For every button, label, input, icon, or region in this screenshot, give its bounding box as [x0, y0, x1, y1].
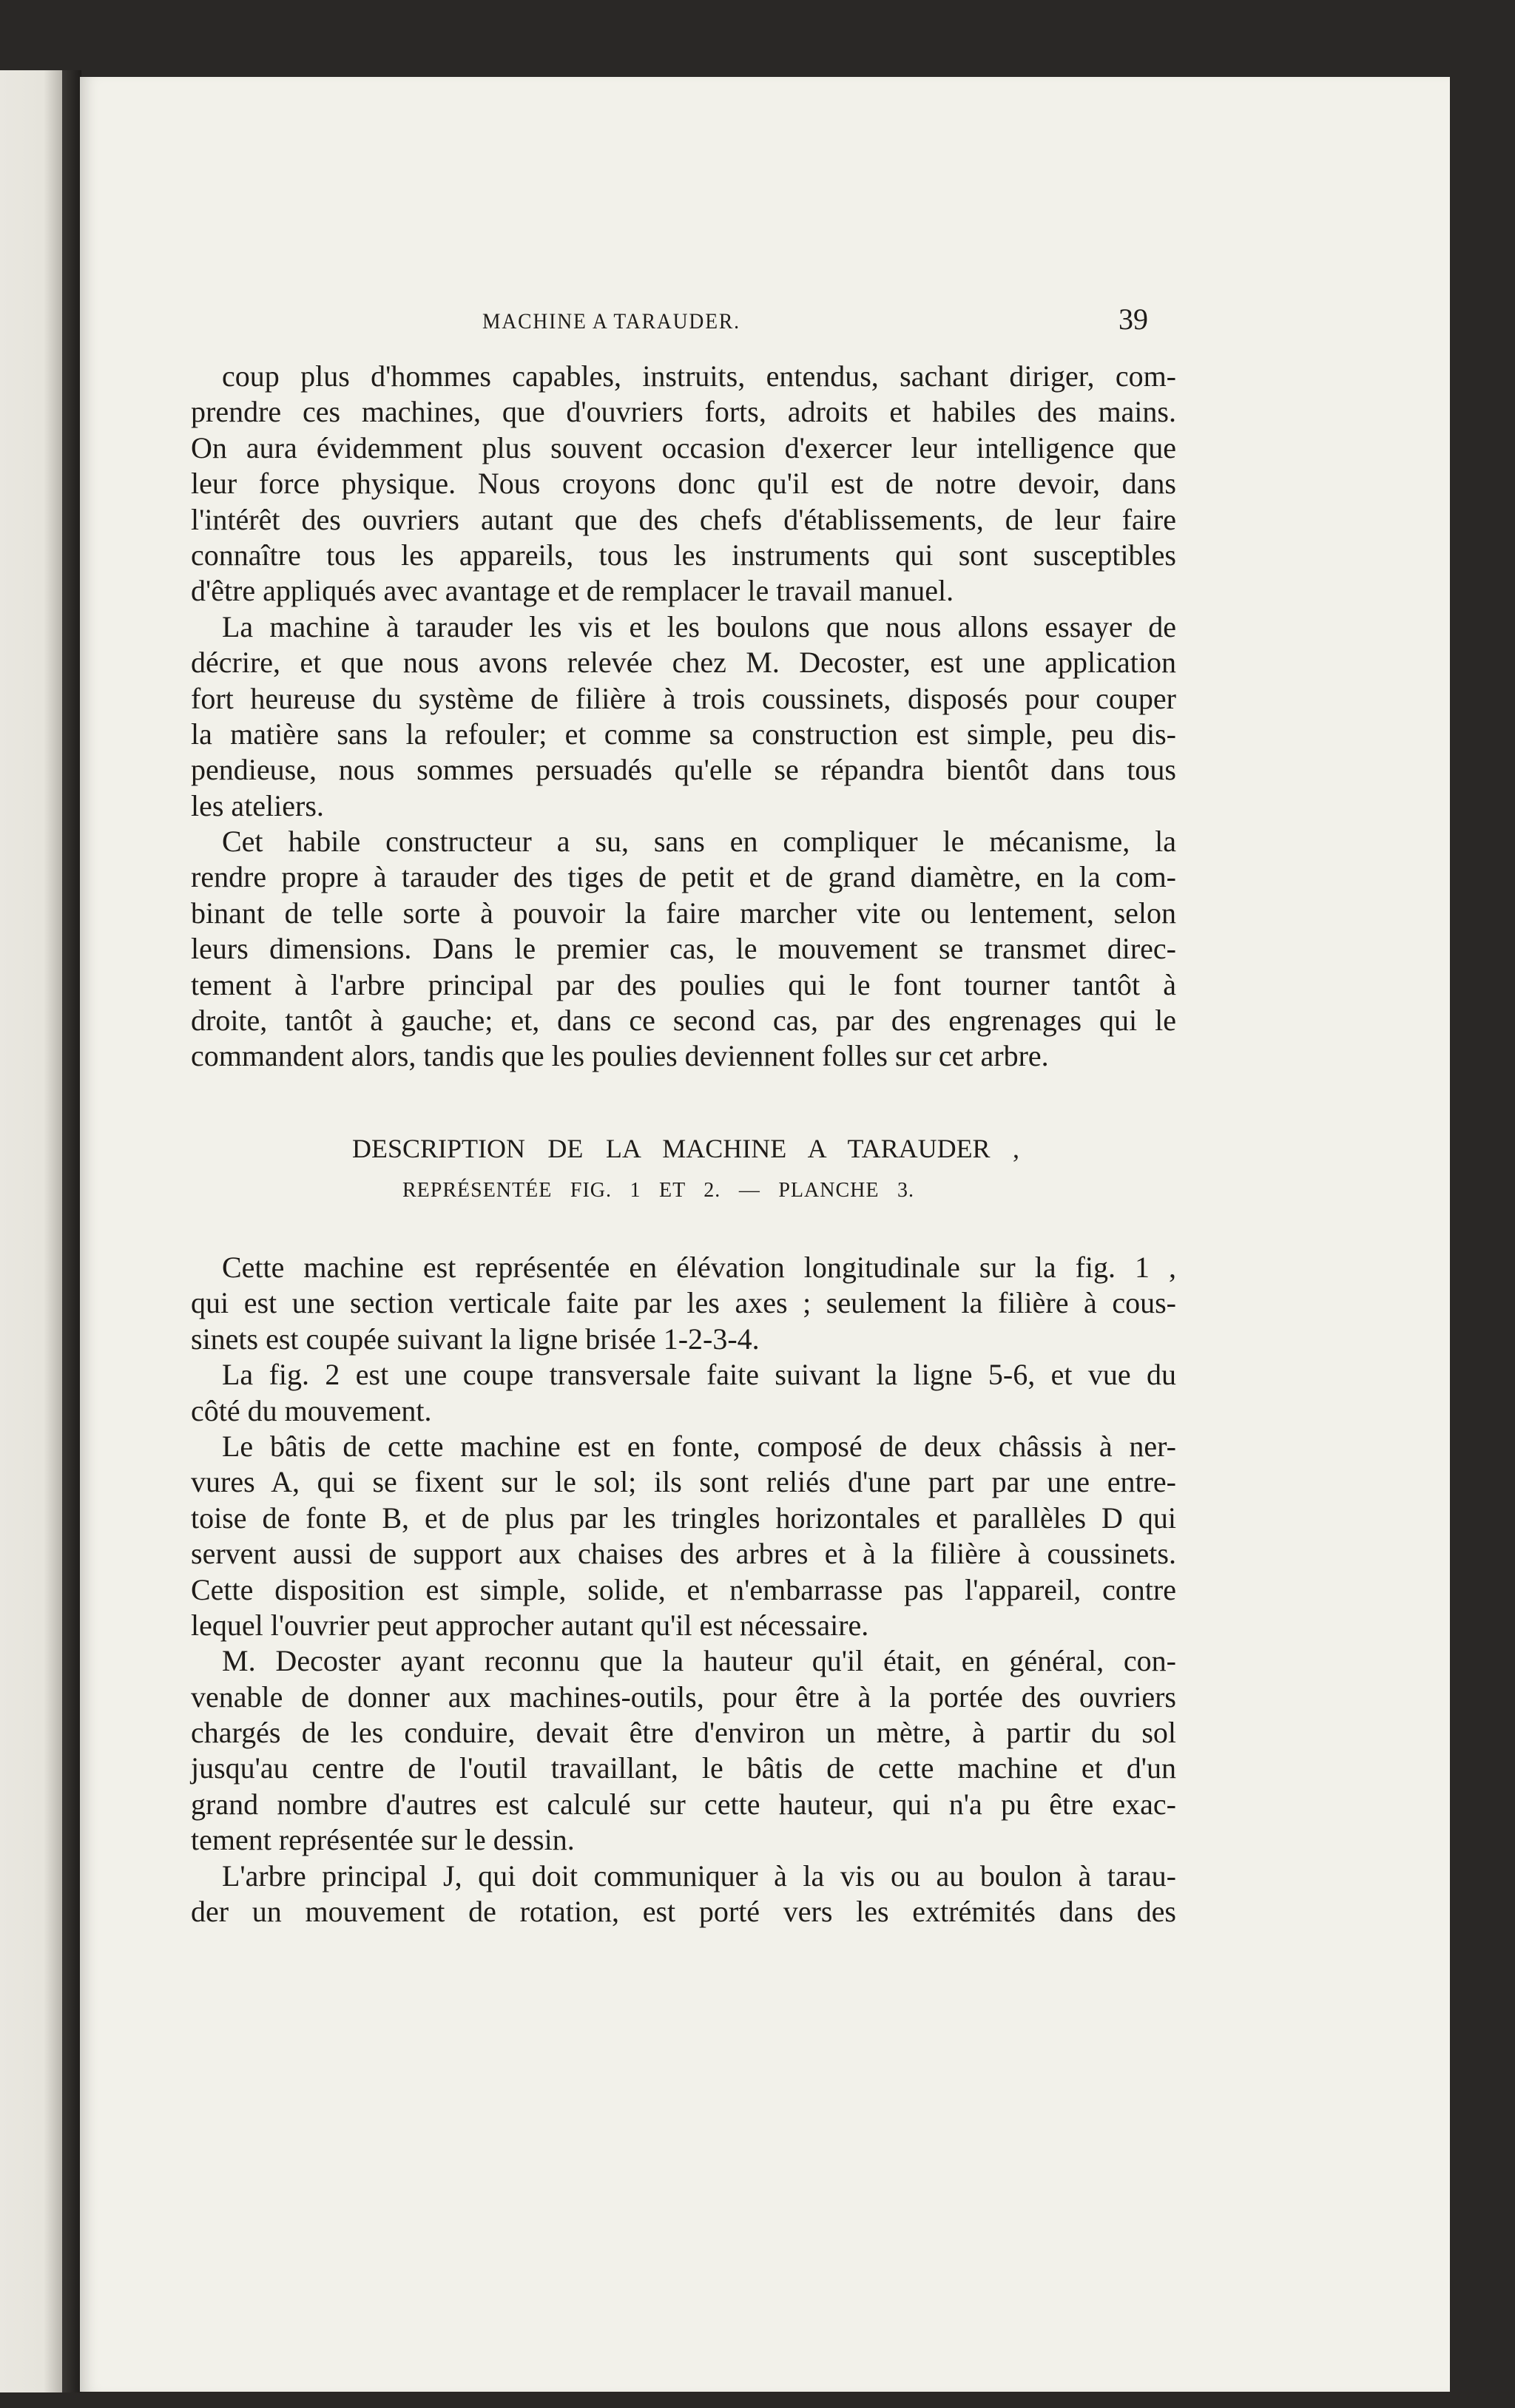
text-line: côté du mouvement.: [191, 1393, 432, 1427]
text-line: der un mouvement de rotation, est porté vers les extrémités dans des: [191, 1895, 1176, 1929]
text-line: tement à l'arbre principal par des poulies qui le font tourner tantôt à: [191, 967, 1176, 1001]
text-line: droite, tantôt à gauche; et, dans ce second cas, par des engrenages qui le: [191, 1004, 1176, 1038]
paragraph: [191, 824, 1176, 1075]
text-line: qui est une section verticale faite par les axes ; seulement la filière à cous-: [191, 1286, 1176, 1320]
text-line: sinets est coupée suivant la ligne brisée 1-2-3-4.: [191, 1322, 760, 1356]
text-line: leurs dimensions. Dans le premier cas, le mouvement se transmet direc-: [191, 932, 1176, 966]
text-line: fort heureuse du système de filière à trois coussinets, disposés pour couper: [191, 681, 1176, 715]
facing-page-edge: [0, 70, 62, 2392]
text-line: Cette disposition est simple, solide, et n'embarrasse pas l'appareil, contre: [191, 1572, 1176, 1606]
text-line: tement représentée sur le dessin.: [191, 1823, 575, 1857]
paragraph: [191, 1859, 1176, 1930]
text-line: toise de fonte B, et de plus par les tringles horizontales et parallèles D qui: [191, 1501, 1176, 1535]
text-line: venable de donner aux machines-outils, pour être à la portée des ouvriers: [191, 1680, 1176, 1714]
text-line: Cette machine est représentée en élévation longitudinale sur la fig. 1 ,: [222, 1251, 1176, 1284]
book-gutter: [62, 70, 81, 2392]
text-line: l'intérêt des ouvriers autant que des chefs d'établissements, de leur faire: [191, 502, 1176, 536]
text-line: Cet habile constructeur a su, sans en compliquer le mécanisme, la: [222, 825, 1176, 859]
text-line: connaître tous les appareils, tous les instruments qui sont susceptibles: [191, 538, 1176, 572]
paragraph: [191, 1643, 1176, 1858]
text-line: Le bâtis de cette machine est en fonte, composé de deux châssis à ner-: [222, 1429, 1176, 1463]
text-line: M. Decoster ayant reconnu que la hauteur qu'il était, en général, con-: [222, 1644, 1176, 1678]
text-line: les ateliers.: [191, 788, 324, 822]
running-title: MACHINE A TARAUDER.: [482, 309, 740, 334]
text-line: L'arbre principal J, qui doit communiquer à la vis ou au boulon à tarau-: [222, 1859, 1176, 1893]
text-line: d'être appliqués avec avantage et de remplacer le travail manuel.: [191, 574, 954, 608]
section-heading: DESCRIPTION DE LA MACHINE A TARAUDER ,: [352, 1134, 1019, 1163]
text-line: pendieuse, nous sommes persuadés qu'elle se répandra bientôt dans tous: [191, 753, 1176, 787]
text-line: prendre ces machines, que d'ouvriers forts, adroits et habiles des mains.: [191, 395, 1176, 429]
text-line: rendre propre à tarauder des tiges de petit et de grand diamètre, en la com-: [191, 860, 1176, 894]
section-subheading: REPRÉSENTÉE FIG. 1 ET 2. — PLANCHE 3.: [402, 1179, 914, 1202]
text-line: décrire, et que nous avons relevée chez M. Decoster, est une application: [191, 646, 1176, 680]
text-line: servent aussi de support aux chaises des arbres et à la filière à coussinets.: [191, 1537, 1176, 1571]
text-line: la matière sans la refouler; et comme sa construction est simple, peu dis-: [191, 717, 1176, 751]
text-line: La fig. 2 est une coupe transversale faite suivant la ligne 5-6, et vue du: [222, 1358, 1176, 1392]
paragraph: [191, 1429, 1176, 1643]
paragraph: [191, 1250, 1176, 1357]
paragraph: [191, 359, 1176, 609]
text-line: lequel l'ouvrier peut approcher autant qu'il est nécessaire.: [191, 1608, 869, 1642]
text-line: grand nombre d'autres est calculé sur cette hauteur, qui n'a pu être exac-: [191, 1787, 1176, 1821]
text-line: commandent alors, tandis que les poulies deviennent folles sur cet arbre.: [191, 1039, 1049, 1073]
paragraph: [191, 609, 1176, 824]
text-line: On aura évidemment plus souvent occasion d'exercer leur intelligence que: [191, 430, 1176, 464]
paragraph: [191, 1357, 1176, 1429]
text-line: binant de telle sorte à pouvoir la faire marcher vite ou lentement, selon: [191, 896, 1176, 930]
page-number: 39: [1118, 302, 1148, 336]
text-line: La machine à tarauder les vis et les boulons que nous allons essayer de: [222, 609, 1176, 643]
text-line: vures A, qui se fixent sur le sol; ils sont reliés d'une part par une entre-: [191, 1465, 1176, 1499]
text-line: coup plus d'hommes capables, instruits, entendus, sachant diriger, com-: [222, 359, 1176, 393]
text-line: jusqu'au centre de l'outil travaillant, le bâtis de cette machine et d'un: [191, 1751, 1176, 1785]
body-text-section-1: [191, 359, 1176, 1075]
text-line: leur force physique. Nous croyons donc qu'il est de notre devoir, dans: [191, 467, 1176, 501]
text-line: chargés de les conduire, devait être d'environ un mètre, à partir du sol: [191, 1716, 1176, 1750]
body-text-section-2: [191, 1250, 1176, 1930]
